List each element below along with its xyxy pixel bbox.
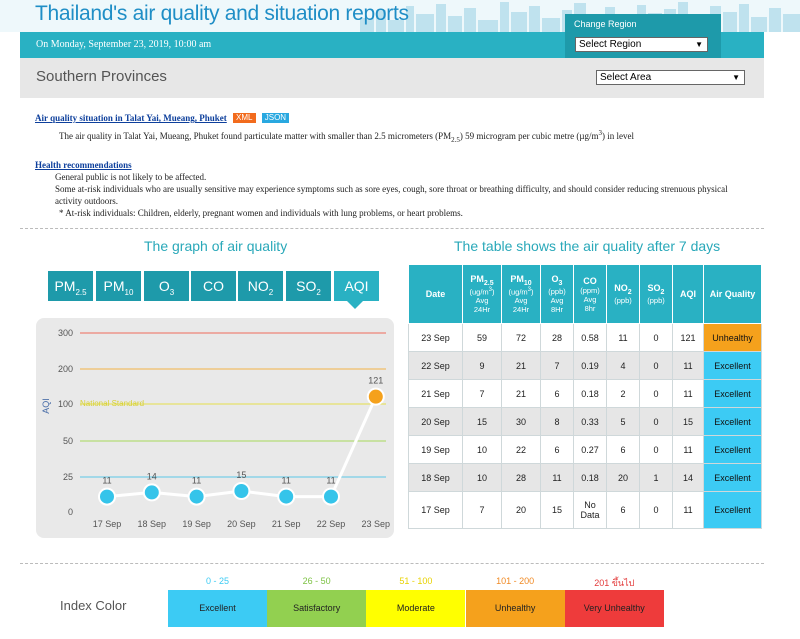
cell-co: 0.19 — [574, 352, 607, 380]
data-point — [368, 389, 384, 405]
x-tick-label: 17 Sep — [92, 519, 122, 529]
cell-co: 0.18 — [574, 464, 607, 492]
cell-co: 0.58 — [574, 324, 607, 352]
scale-range: 26 - 50 — [302, 576, 331, 586]
cell-so2: 0 — [640, 436, 673, 464]
col-so2: $SO_2$ (ppb) — [640, 265, 673, 324]
region-select[interactable] — [575, 37, 708, 52]
index-color-label: Index Color — [60, 598, 127, 613]
dropdown-arrow-icon: ▼ — [732, 73, 740, 82]
change-region-label: Change Region — [574, 19, 637, 29]
data-label: 11 — [326, 475, 336, 486]
x-tick-label: 18 Sep — [137, 519, 167, 529]
col-no2: $NO_2$ (ppb) — [607, 265, 640, 324]
col-o3: $O_3$ (ppb) Avg 8Hr — [541, 265, 574, 324]
data-label: 15 — [236, 470, 247, 480]
cell-aqi: 11 — [673, 352, 704, 380]
cell-date: 17 Sep — [409, 492, 463, 529]
air-quality-table — [408, 264, 762, 529]
cell-pm25: 59 — [463, 324, 502, 352]
scale-range: 201 ขึ้นไป — [594, 578, 635, 588]
cell-pm25: 7 — [463, 380, 502, 408]
data-label: 11 — [102, 475, 112, 486]
col-co: CO (ppm) Avg 8hr — [574, 265, 607, 324]
site-title: Thailand's air quality and situation reports — [35, 2, 409, 25]
table-header-row — [409, 265, 762, 324]
dropdown-arrow-icon: ▼ — [695, 40, 703, 49]
cell-o3: 8 — [541, 408, 574, 436]
cell-date: 18 Sep — [409, 464, 463, 492]
cell-co: No Data — [574, 492, 607, 529]
cell-pm10: 22 — [502, 436, 541, 464]
chart-panel — [36, 318, 394, 538]
data-label: 14 — [146, 471, 157, 482]
cell-air-quality: Excellent — [704, 352, 762, 380]
divider — [20, 228, 764, 229]
data-point — [189, 489, 205, 505]
x-tick-label: 21 Sep — [271, 519, 301, 529]
province-title: Southern Provinces — [36, 68, 167, 85]
data-label: 121 — [368, 375, 384, 386]
cell-pm10: 28 — [502, 464, 541, 492]
tab-pm25[interactable]: $PM_{2.5}$ — [48, 271, 93, 301]
table-title: The table shows the air quality after 7 days — [454, 238, 721, 254]
cell-date: 22 Sep — [409, 352, 463, 380]
table-row — [409, 436, 762, 464]
cell-air-quality: Unhealthy — [704, 324, 762, 352]
data-label: 11 — [281, 475, 291, 486]
scale-box: Satisfactory — [267, 590, 366, 627]
col-pm10: $PM_{10}$ $(ug/m^3)$ Avg 24Hr — [502, 265, 541, 324]
y-tick-label: 100 — [57, 399, 73, 409]
x-tick-label: 22 Sep — [316, 519, 346, 529]
national-standard-label: National Standard — [80, 399, 145, 408]
cell-pm10: 72 — [502, 324, 541, 352]
scale-box: Very Unhealthy — [565, 590, 664, 627]
graph-title: The graph of air quality — [144, 238, 288, 254]
health-line-3: * At-risk individuals: Children, elderly, pregnant women and individuals with lung problems, or heart problems. — [59, 207, 463, 218]
scale-box: Moderate — [366, 590, 465, 627]
cell-aqi: 11 — [673, 436, 704, 464]
cell-pm25: 15 — [463, 408, 502, 436]
active-tab-pointer — [347, 301, 363, 309]
cell-so2: 0 — [640, 408, 673, 436]
cell-date: 19 Sep — [409, 436, 463, 464]
cell-pm10: 21 — [502, 380, 541, 408]
cell-so2: 1 — [640, 464, 673, 492]
cell-no2: 4 — [607, 352, 640, 380]
cell-air-quality: Excellent — [704, 408, 762, 436]
scale-range: 101 - 200 — [496, 576, 535, 586]
area-select[interactable] — [596, 70, 745, 85]
cell-date: 21 Sep — [409, 380, 463, 408]
province-bar — [20, 58, 764, 98]
cell-co: 0.33 — [574, 408, 607, 436]
col-date: Date — [409, 265, 463, 324]
cell-o3: 15 — [541, 492, 574, 529]
y-tick-label: 300 — [57, 328, 73, 338]
cell-pm10: 30 — [502, 408, 541, 436]
change-region-panel — [565, 14, 721, 58]
y-tick-label: 0 — [67, 507, 73, 517]
col-pm25: $PM_{2.5}$ $(ug/m^3)$ Avg 24Hr — [463, 265, 502, 324]
cell-no2: 11 — [607, 324, 640, 352]
cell-pm25: 7 — [463, 492, 502, 529]
cell-pm10: 21 — [502, 352, 541, 380]
region-select-value: Select Region — [579, 39, 642, 50]
table-row — [409, 324, 762, 352]
cell-pm25: 9 — [463, 352, 502, 380]
cell-no2: 2 — [607, 380, 640, 408]
cell-pm25: 10 — [463, 436, 502, 464]
cell-date: 20 Sep — [409, 408, 463, 436]
cell-air-quality: Excellent — [704, 380, 762, 408]
cell-no2: 5 — [607, 408, 640, 436]
health-line-1: General public is not likely to be affected. — [55, 171, 207, 182]
cell-o3: 11 — [541, 464, 574, 492]
cell-o3: 6 — [541, 380, 574, 408]
tab-pm10[interactable]: $PM_{10}$ — [96, 271, 141, 301]
tab-aqi[interactable]: AQI — [334, 271, 379, 301]
report-date: On Monday, September 23, 2019, 10:00 am — [36, 39, 212, 50]
table-row — [409, 380, 762, 408]
cell-date: 23 Sep — [409, 324, 463, 352]
y-tick-label: 25 — [62, 472, 73, 482]
data-point — [323, 489, 339, 505]
divider — [20, 563, 764, 564]
y-tick-label: 200 — [57, 364, 73, 374]
xml-badge[interactable]: XML — [233, 113, 255, 123]
cell-no2: 20 — [607, 464, 640, 492]
table-row — [409, 408, 762, 436]
cell-air-quality: Excellent — [704, 464, 762, 492]
cell-no2: 6 — [607, 436, 640, 464]
cell-so2: 0 — [640, 352, 673, 380]
cell-air-quality: Excellent — [704, 436, 762, 464]
cell-aqi: 11 — [673, 492, 704, 529]
x-tick-label: 23 Sep — [361, 519, 391, 529]
cell-co: 0.27 — [574, 436, 607, 464]
scale-range: 51 - 100 — [399, 576, 433, 586]
cell-co: 0.18 — [574, 380, 607, 408]
cell-o3: 7 — [541, 352, 574, 380]
cell-aqi: 11 — [673, 380, 704, 408]
cell-o3: 28 — [541, 324, 574, 352]
col-aqi: AQI — [673, 265, 704, 324]
json-badge[interactable]: JSON — [262, 113, 289, 123]
area-select-value: Select Area — [600, 72, 652, 83]
scale-box: Unhealthy — [466, 590, 565, 627]
aqi-line-chart — [36, 318, 394, 538]
cell-o3: 6 — [541, 436, 574, 464]
health-title: Health recommendations — [35, 159, 132, 170]
cell-so2: 0 — [640, 492, 673, 529]
table-row — [409, 464, 762, 492]
y-axis-label: AQI — [41, 398, 51, 414]
situation-title[interactable]: Air quality situation in Talat Yai, Mueang, Phuket — [35, 113, 227, 123]
table-row — [409, 352, 762, 380]
cell-aqi: 14 — [673, 464, 704, 492]
situation-section — [35, 112, 755, 219]
scale-box: Excellent — [168, 590, 267, 627]
tab-o3[interactable]: $O_3$ — [144, 271, 189, 301]
data-point — [144, 484, 160, 500]
cell-so2: 0 — [640, 324, 673, 352]
y-tick-label: 50 — [62, 436, 73, 446]
cell-aqi: 15 — [673, 408, 704, 436]
x-tick-label: 19 Sep — [182, 519, 211, 529]
data-label: 11 — [191, 475, 202, 486]
data-point — [233, 483, 249, 499]
col-air-quality: Air Quality — [704, 265, 762, 324]
cell-so2: 0 — [640, 380, 673, 408]
data-point — [278, 489, 294, 505]
scale-range: 0 - 25 — [205, 576, 229, 586]
data-point — [99, 489, 115, 505]
cell-aqi: 121 — [673, 324, 704, 352]
table-row — [409, 492, 762, 529]
cell-air-quality: Excellent — [704, 492, 762, 529]
x-tick-label: 20 Sep — [227, 519, 256, 529]
tab-co[interactable]: CO — [191, 271, 236, 301]
situation-text: The air quality in Talat Yai, Mueang, Phuket found particulate matter with smaller than 2.5 micrometers $(PM_{2.5})$ 59 microgram per cubic metre $(\mu g/m^3)$ in level — [59, 129, 635, 144]
tab-so2[interactable]: $SO_2$ — [286, 271, 331, 301]
cell-pm25: 10 — [463, 464, 502, 492]
cell-no2: 6 — [607, 492, 640, 529]
health-line-2: Some at-risk individuals who are usually sensitive may experience symptoms such as sore eyes, cough, sore throat or breathing difficulty, and should consider reducing strenuous physical activity outdoors. — [55, 183, 728, 206]
tab-no2[interactable]: $NO_2$ — [238, 271, 283, 301]
cell-pm10: 20 — [502, 492, 541, 529]
